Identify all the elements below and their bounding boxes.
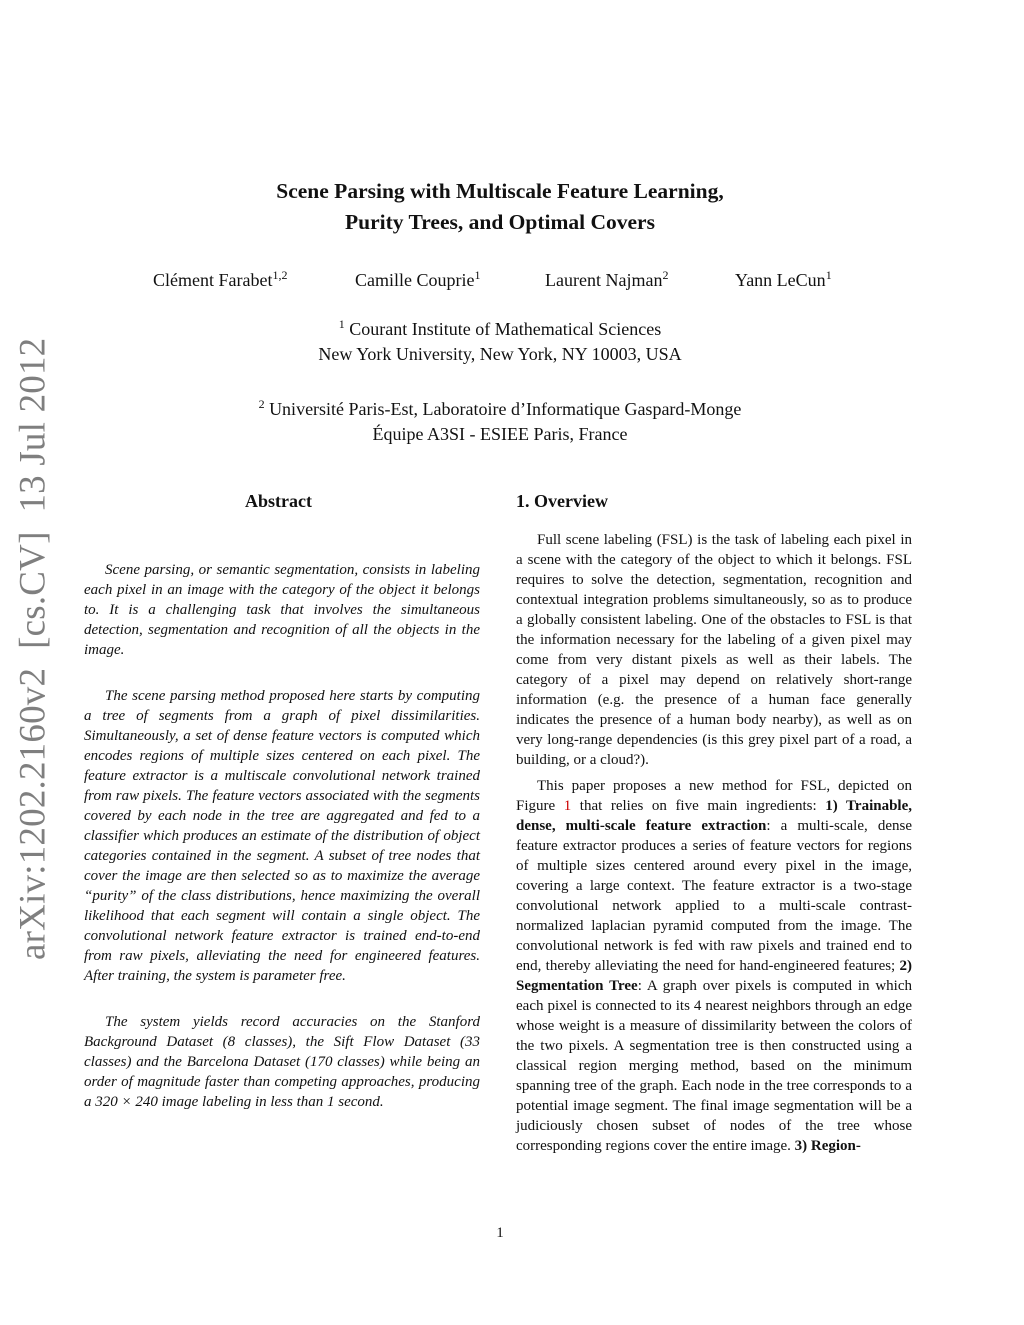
title-line-1: Scene Parsing with Multiscale Feature Learning, bbox=[276, 179, 724, 203]
author-najman bbox=[545, 270, 668, 291]
affiliation-2 bbox=[0, 397, 1000, 447]
bold-term: 1) Trainable, dense, multi-scale feature extraction bbox=[516, 798, 913, 834]
affil-line: Équipe A3SI - ESIEE Paris, France bbox=[372, 424, 628, 444]
overview-heading: 1. Overview bbox=[516, 491, 608, 511]
author-affil-marker: 2 bbox=[662, 268, 669, 282]
author-name: Laurent Najman bbox=[545, 270, 663, 290]
author-affil-marker: 1 bbox=[825, 268, 832, 282]
overview-paragraph bbox=[516, 776, 912, 1156]
abstract-paragraph: The scene parsing method proposed here starts by computing a tree of segments from a graph of pixel dissimilarities. Simultaneously, a set of dense feature vectors is computed which encodes regions of multiple sizes centered on each pixel. The feature extractor is a multiscale convolutional network trained from raw pixels. The feature vectors associated with the segments covered by each node in the tree are aggregated and fed to a classifier which produces an estimate of the distribution of object categories contained in the segment. A subset of tree nodes that cover the image are then selected so as to maximize the average “purity” of the class distributions, hence maximizing the overall likelihood that each segment will contain a single object. The convolutional network feature extractor is trained end-to-end from raw pixels, alleviating the need for engineered features. After training, the system is parameter free. bbox=[84, 688, 480, 984]
affiliation-1 bbox=[0, 317, 1000, 367]
author-affil-marker: 1,2 bbox=[272, 268, 288, 282]
abstract-paragraph: Scene parsing, or semantic segmentation, consists in labeling each pixel in an image with the category of the object it belongs to. It is a challenging task that involves the simultaneous detection, segmentation and recognition of all the objects in the image. bbox=[84, 562, 480, 658]
affil-line: Courant Institute of Mathematical Sciences bbox=[349, 319, 662, 339]
abstract-body bbox=[84, 560, 480, 1112]
author-affil-marker: 1 bbox=[474, 268, 481, 282]
affil-marker: 1 bbox=[338, 317, 345, 331]
author-farabet bbox=[153, 270, 287, 291]
abstract-paragraph: The system yields record accuracies on the Stanford Background Dataset (8 classes), the Sift Flow Dataset (33 classes) and the Barcelona Dataset (170 classes) while being an order of magnitude faster than competing approaches, producing a 320 × 240 image labeling in less than 1 second. bbox=[84, 1014, 480, 1110]
abstract-heading: Abstract bbox=[245, 491, 312, 511]
author-name: Yann LeCun bbox=[735, 270, 826, 290]
figure-reference-link[interactable]: 1 bbox=[563, 798, 572, 814]
arxiv-stamp: arXiv:1202.2160v2 [cs.CV] 13 Jul 2012 bbox=[12, 337, 54, 960]
author-name: Clément Farabet bbox=[153, 270, 273, 290]
text-run: that relies on five main ingredients: bbox=[571, 798, 826, 814]
overview-paragraph: Full scene labeling (FSL) is the task of labeling each pixel in a scene with the category of the object to which it belongs. FSL requires to solve the detection, segmentation, recognition and contextual integration problems simultaneously, so as to produce a globally consistent labeling. One of the obstacles to FSL is that the information necessary for the labeling of a given pixel may come from very distant pixels as well as their labels. The category of a pixel may depend on relatively short-range information (e.g. the presence of a human face generally indicates the presence of a human body nearby), as well as on very long-range dependencies (is this grey pixel part of a road, a building, or a cloud?). bbox=[516, 532, 912, 768]
page-number: 1 bbox=[496, 1225, 504, 1241]
author-name: Camille Couprie bbox=[355, 270, 475, 290]
title-line-2: Purity Trees, and Optimal Covers bbox=[345, 210, 655, 234]
text-run: : a multi-scale, dense feature extractor produces a series of feature vectors for regions of multiple sizes centered around every pixel in the image, covering a large context. The feature extractor is a two-stage convolutional network applied to a multi-scale contrast-normalized laplacian pyramid computed from the image. The convolutional network is fed with raw pixels and trained end to end, thereby alleviating the need for hand-engineered features; bbox=[516, 818, 913, 974]
author-couprie bbox=[355, 270, 480, 291]
overview-body bbox=[516, 530, 912, 1156]
text-run: This paper proposes a new method for FSL, depicted on Figure bbox=[516, 778, 912, 814]
affil-marker: 2 bbox=[258, 397, 265, 411]
paper-title bbox=[0, 176, 1000, 238]
affil-line: New York University, New York, NY 10003, USA bbox=[318, 344, 682, 364]
affil-line: Université Paris-Est, Laboratoire d’Informatique Gaspard-Monge bbox=[269, 399, 742, 419]
author-lecun bbox=[735, 270, 832, 291]
text-run: : A graph over pixels is computed in which each pixel is connected to its 4 nearest neighbors through an edge whose weight is a measure of dissimilarity between the colors of the two pixels. A segmentation tree is then constructed using a classical region merging method, based on the minimum spanning tree of the graph. Each node in the tree corresponds to a potential image segment. The final image segmentation will be a judiciously chosen subset of nodes of the tree whose corresponding regions cover the entire image. bbox=[516, 978, 912, 1154]
bold-term: 2) Segmentation Tree bbox=[516, 958, 912, 994]
bold-term: 3) Region- bbox=[794, 1138, 861, 1154]
